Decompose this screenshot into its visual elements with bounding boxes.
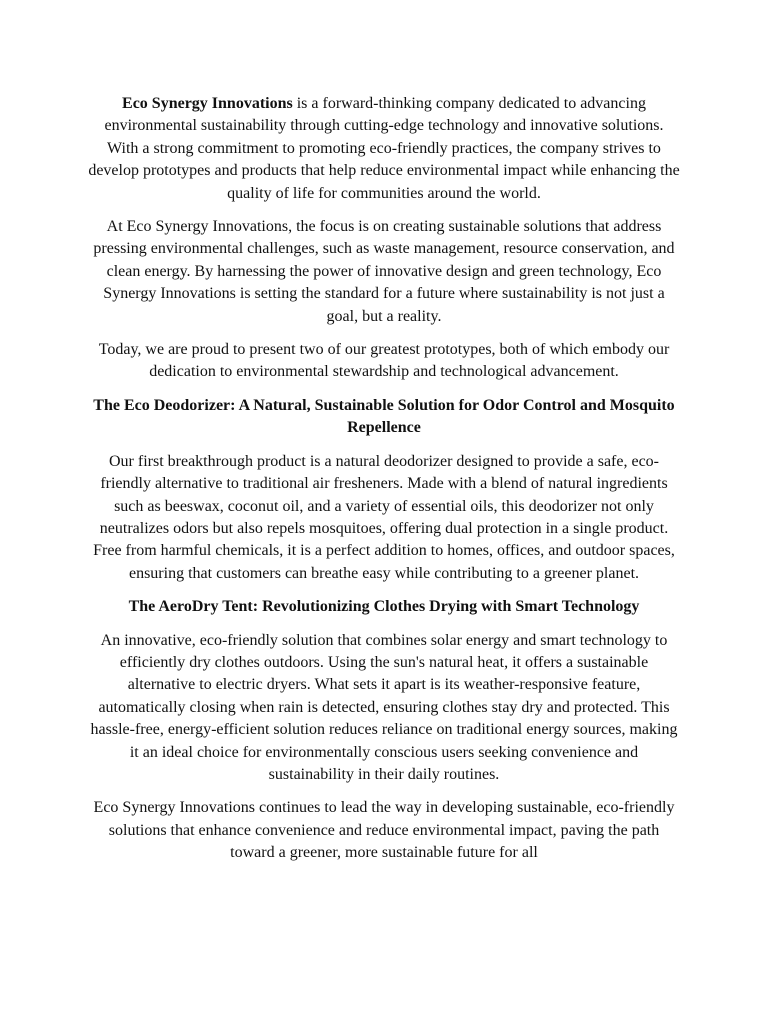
aerodry-paragraph: An innovative, eco-friendly solution that combines solar energy and smart technology to efficiently dry clothes outdoors. Using the sun's natural heat, it offers a sustainable alternative to electric dryers. What sets it apart is its weather-responsive feature, automatically closing when rain is detected, ensuring clothes stay dry and protected. This hassle-free, energy-efficient solution reduces reliance on traditional energy sources, making it an ideal choice for environmentally conscious users seeking convenience and sustainability in their daily routines. — [90, 631, 678, 783]
intro-text: is a forward-thinking company dedicated to advancing environmental sustainability through cutting-edge technology and innovative solutions. With a strong commitment to promoting eco-friendly practices, the company strives to develop prototypes and products that help reduce environmental impact while enhancing the quality of life for communities around the world. — [88, 95, 680, 202]
deodorizer-heading: The Eco Deodorizer: A Natural, Sustainable Solution for Odor Control and Mosquito Repellence — [93, 396, 675, 437]
focus-paragraph: At Eco Synergy Innovations, the focus is on creating sustainable solutions that address pressing environmental challenges, such as waste management, resource conservation, and clean energy. By harnessing the power of innovative design and green technology, Eco Synergy Innovations is setting the standard for a future where sustainability is not just a goal, but a reality. — [93, 218, 675, 325]
deodorizer-paragraph: Our first breakthrough product is a natural deodorizer designed to provide a safe, eco-friendly alternative to traditional air fresheners. Made with a blend of natural ingredients such as beeswax, coconut oil, and a variety of essential oils, this deodorizer not only neutralizes odors but also repels mosquitoes, offering dual protection in a single product. Free from harmful chemicals, it is a perfect addition to homes, offices, and outdoor spaces, ensuring that customers can breathe easy while contributing to a greener planet. — [93, 452, 675, 582]
intro-paragraph — [88, 93, 680, 205]
company-name: Eco Synergy Innovations — [122, 95, 293, 112]
aerodry-heading: The AeroDry Tent: Revolutionizing Clothes Drying with Smart Technology — [128, 598, 640, 616]
closing-paragraph: Eco Synergy Innovations continues to lead the way in developing sustainable, eco-friendly solutions that enhance convenience and reduce environmental impact, paving the path toward a greener, more sustainable future for all — [93, 799, 675, 862]
today-paragraph: Today, we are proud to present two of our greatest prototypes, both of which embody our dedication to environmental stewardship and technological advancement. — [98, 341, 670, 381]
document-body — [88, 93, 680, 876]
